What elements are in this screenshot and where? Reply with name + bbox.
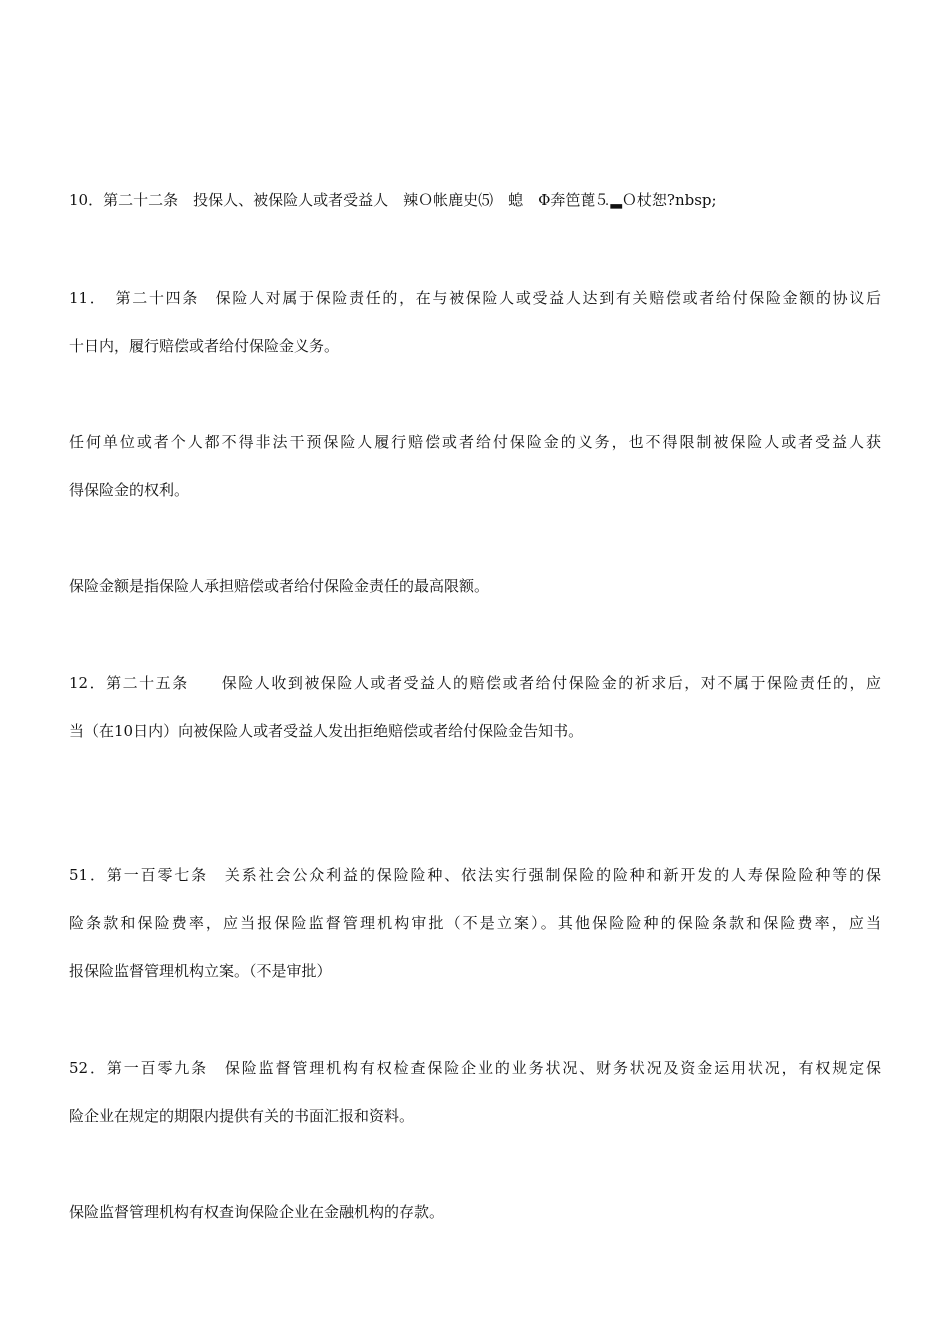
paragraph-deposit-inquiry bbox=[69, 1188, 881, 1236]
paragraph-article-22 bbox=[69, 176, 881, 224]
paragraph-line: 任何单位或者个人都不得非法干预保险人履行赔偿或者给付保险金的义务，也不得限制被保险人或者受益人获 bbox=[69, 433, 881, 451]
paragraph-article-25 bbox=[69, 659, 881, 755]
paragraph-line: 报保险监督管理机构立案。（不是审批） bbox=[69, 962, 332, 980]
paragraph-line: 10．第二十二条 投保人、被保险人或者受益人 辣Ｏ帐鹿史⑸ 螅 Φ奔笆蓖⒌▂Ｏ杖恕?nbsp; bbox=[69, 191, 717, 209]
paragraph-line: 当（在10日内）向被保险人或者受益人发出拒绝赔偿或者给付保险金告知书。 bbox=[69, 722, 584, 740]
paragraph-line: 得保险金的权利。 bbox=[69, 481, 190, 499]
paragraph-article-109 bbox=[69, 1044, 881, 1140]
paragraph-article-24 bbox=[69, 274, 881, 370]
paragraph-line: 52．第一百零九条 保险监督管理机构有权检查保险企业的业务状况、财务状况及资金运用状况，有权规定保 bbox=[69, 1059, 881, 1077]
paragraph-line: 12．第二十五条 保险人收到被保险人或者受益人的赔偿或者给付保险金的祈求后，对不属于保险责任的，应 bbox=[69, 674, 881, 692]
paragraph-line: 险条款和保险费率，应当报保险监督管理机构审批（不是立案）。其他保险险种的保险条款和保险费率，应当 bbox=[69, 914, 881, 932]
paragraph-line: 险企业在规定的期限内提供有关的书面汇报和资料。 bbox=[69, 1107, 415, 1125]
paragraph-line: 保险监督管理机构有权查询保险企业在金融机构的存款。 bbox=[69, 1203, 445, 1221]
paragraph-line: 51．第一百零七条 关系社会公众利益的保险险种、依法实行强制保险的险种和新开发的人寿保险险种等的保 bbox=[69, 866, 881, 884]
paragraph-sum-insured-definition bbox=[69, 562, 881, 610]
paragraph-line: 保险金额是指保险人承担赔偿或者给付保险金责任的最高限额。 bbox=[69, 577, 490, 595]
paragraph-line: 11． 第二十四条 保险人对属于保险责任的，在与被保险人或受益人达到有关赔偿或者给付保险金额的协议后 bbox=[69, 289, 881, 307]
paragraph-article-107 bbox=[69, 851, 881, 995]
paragraph-no-interference bbox=[69, 418, 881, 514]
paragraph-line: 十日内，履行赔偿或者给付保险金义务。 bbox=[69, 337, 340, 355]
